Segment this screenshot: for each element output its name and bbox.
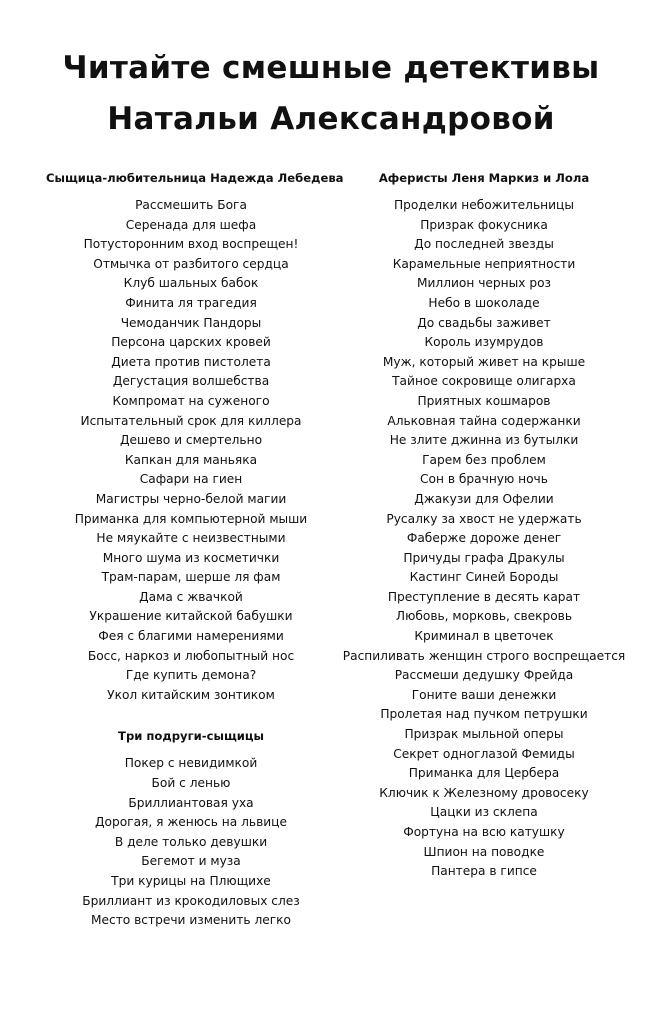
book-title: Альковная тайна содержанки	[387, 413, 581, 428]
book-title: Гоните ваши денежки	[411, 687, 557, 702]
book-title: Три курицы на Плющихе	[111, 874, 271, 888]
book-title: Дама с жвачкой	[139, 589, 243, 604]
left-column	[46, 168, 344, 931]
book-title: Тайное сокровище олигарха	[392, 374, 576, 389]
book-title: Фаберже дороже денег	[406, 531, 562, 546]
book-title: Призрак мыльной оперы	[404, 727, 564, 742]
book-title: Капкан для маньяка	[124, 452, 258, 467]
book-title: До свадьбы заживет	[417, 315, 551, 330]
book-title: Дорогая, я женюсь на львице	[95, 815, 287, 830]
book-title: Миллион черных роз	[416, 276, 552, 291]
book-title: Преступление в десять карат	[387, 589, 581, 604]
book-title: Гарем без проблем	[422, 452, 546, 467]
book-title: Кастинг Синей Бороды	[409, 570, 559, 585]
book-title: Босс, наркоз и любопытный нос	[87, 648, 295, 663]
book-title: Потусторонним вход воспрещен!	[83, 237, 299, 252]
book-list	[334, 196, 634, 882]
series-heading: Три подруги-сыщицы	[118, 729, 264, 744]
book-title: Муж, который живет на крыше	[382, 354, 586, 369]
book-title: Дегустация волшебства	[112, 374, 270, 389]
book-title: Рассмеши дедушку Фрейда	[394, 668, 574, 683]
book-title: Не злите джинна из бутылки	[389, 433, 579, 448]
book-list	[46, 754, 336, 930]
book-title: Бриллиант из крокодиловых слез	[82, 893, 300, 908]
book-title: Украшение китайской бабушки	[89, 609, 293, 624]
book-title: Рассмешить Бога	[135, 198, 247, 212]
book-title: Дешево и смертельно	[119, 433, 263, 448]
book-title: Трам-парам, шерше ля фам	[101, 570, 281, 585]
book-title: Русалку за хвост не удержать	[386, 511, 582, 526]
book-title: В деле только девушки	[114, 834, 268, 849]
series-heading: Сыщица-любительница Надежда Лебедева	[46, 171, 344, 185]
book-title: Приманка для Цербера	[408, 766, 560, 781]
book-title: Ключик к Железному дровосеку	[379, 785, 589, 800]
book-title: Испытательный срок для киллера	[80, 413, 302, 428]
book-title: Сафари на гиен	[139, 472, 243, 487]
book-title: Фортуна на всю катушку	[403, 825, 565, 839]
book-title: Бой с ленью	[151, 776, 231, 791]
book-title: Бриллиантовая уха	[128, 795, 254, 810]
book-title: Секрет одноглазой Фемиды	[393, 746, 575, 761]
book-title: Призрак фокусника	[420, 217, 548, 232]
book-title: Король изумрудов	[424, 335, 544, 350]
book-title: Пролетая над пучком петрушки	[380, 707, 588, 722]
book-title: Персона царских кровей	[111, 335, 271, 350]
book-title: Финита ля трагедия	[125, 295, 257, 310]
book-title: Причуды графа Дракулы	[403, 550, 565, 565]
page-title-line-2: Натальи Александровой	[107, 101, 555, 137]
book-title: Клуб шальных бабок	[123, 276, 259, 291]
book-title: Приятных кошмаров	[417, 393, 551, 408]
book-title: Цацки из склепа	[430, 805, 538, 820]
book-title: Диета против пистолета	[111, 354, 271, 369]
book-title: Бегемот и муза	[141, 854, 241, 869]
book-title: До последней звезды	[414, 237, 554, 252]
page-title-line-1: Читайте смешные детективы	[62, 50, 600, 86]
book-title: Фея с благими намерениями	[98, 629, 284, 644]
book-title: Отмычка от разбитого сердца	[93, 256, 289, 271]
book-title: Чемоданчик Пандоры	[120, 315, 262, 330]
book-title: Укол китайским зонтиком	[107, 687, 275, 702]
book-title: Приманка для компьютерной мыши	[74, 511, 308, 526]
book-title: Распиливать женщин строго воспрещается	[342, 648, 626, 663]
book-title: Место встречи изменить легко	[90, 913, 291, 928]
book-title: Компромат на суженого	[112, 393, 270, 408]
book-title: Шпион на поводке	[423, 844, 545, 859]
book-title: Магистры черно-белой магии	[95, 491, 287, 506]
book-title: Не мяукайте с неизвестными	[96, 531, 286, 546]
book-title: Сон в брачную ночь	[420, 472, 548, 487]
book-title: Джакузи для Офелии	[414, 491, 554, 506]
book-title: Любовь, морковь, свекровь	[395, 609, 573, 624]
book-list	[46, 196, 336, 705]
book-title: Много шума из косметички	[102, 550, 280, 565]
book-title: Карамельные неприятности	[392, 256, 576, 271]
book-title: Серенада для шефа	[125, 217, 257, 232]
right-column	[334, 168, 634, 882]
series-heading: Аферисты Леня Маркиз и Лола	[378, 171, 590, 185]
series-section	[46, 726, 336, 930]
book-title: Где купить демона?	[125, 668, 257, 683]
book-title: Пантера в гипсе	[431, 864, 537, 879]
book-title: Проделки небожительницы	[394, 198, 574, 212]
book-title: Небо в шоколаде	[428, 295, 540, 310]
book-title: Криминал в цветочек	[414, 629, 554, 644]
book-title: Покер с невидимкой	[124, 756, 258, 771]
